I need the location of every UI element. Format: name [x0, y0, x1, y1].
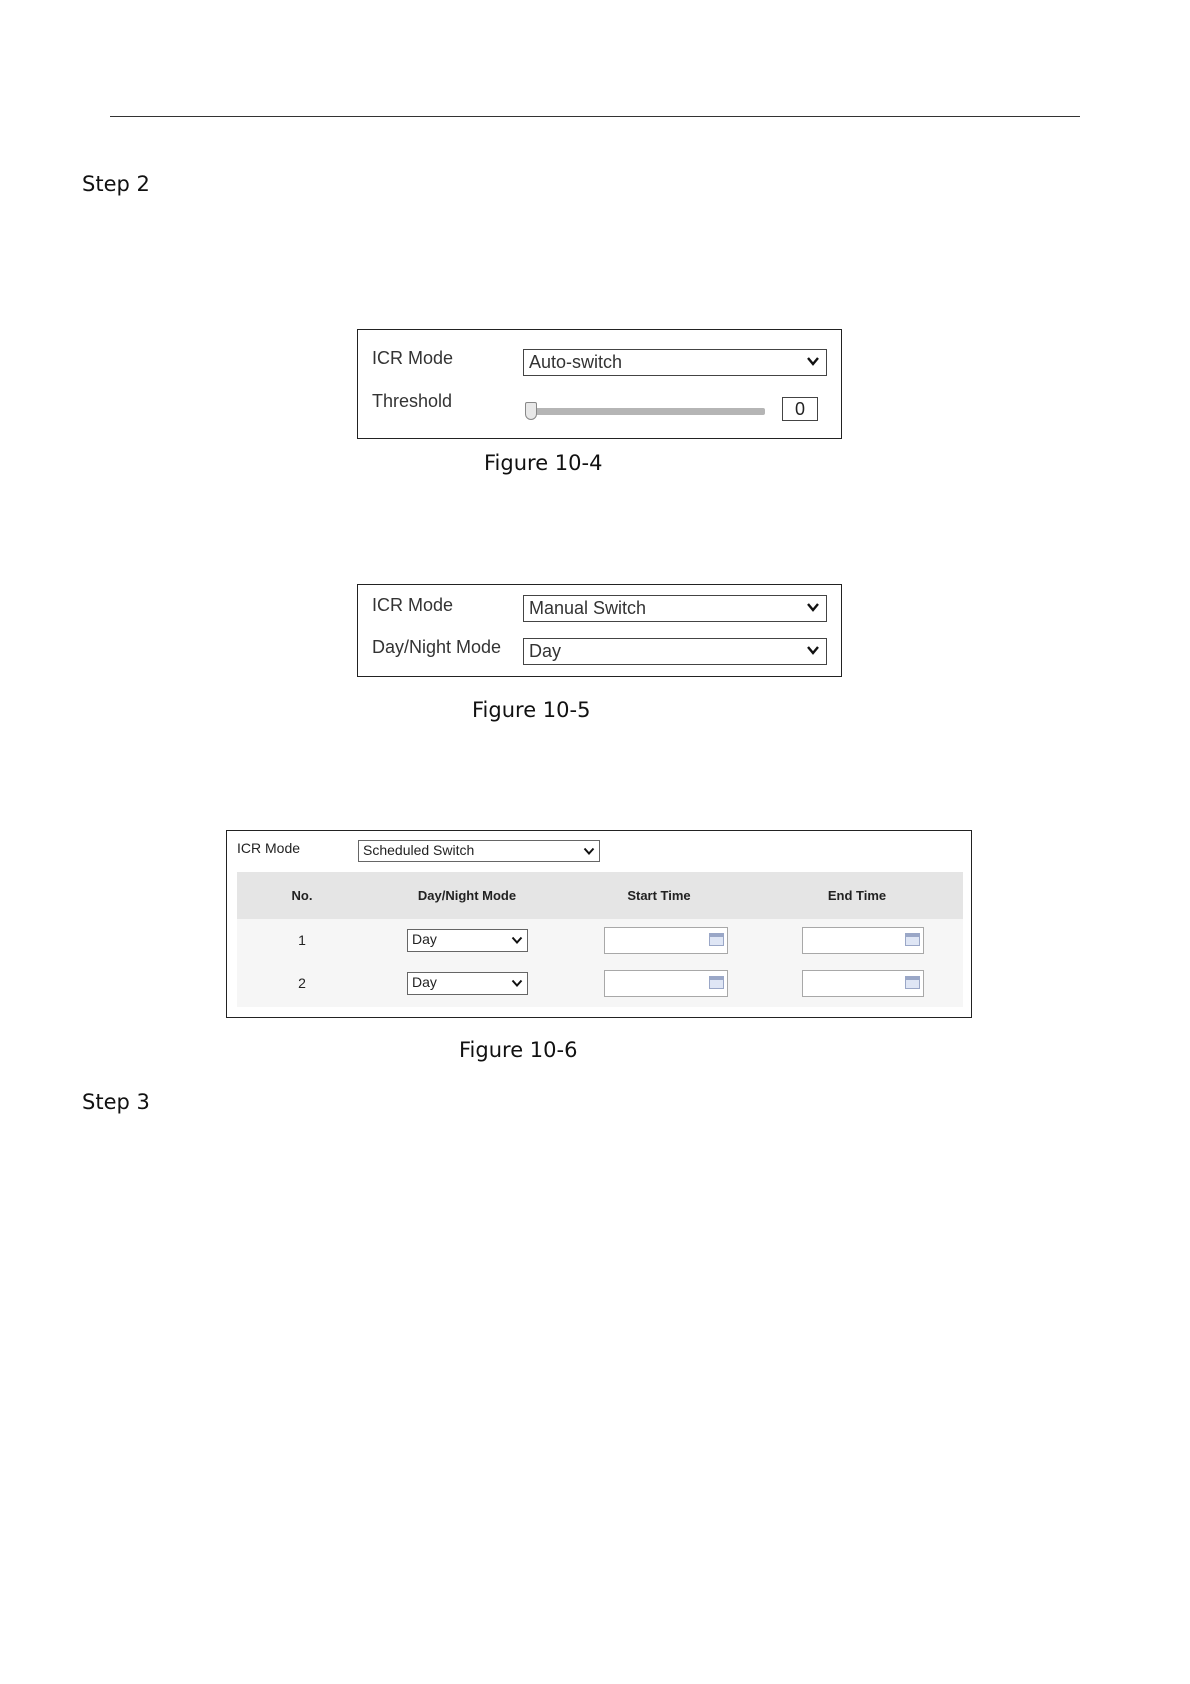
figure-10-5-caption: Figure 10-5 [472, 698, 591, 722]
day-night-mode-value: Day [412, 974, 437, 990]
step-3-label: Step 3 [82, 1090, 150, 1114]
icr-mode-select[interactable] [358, 840, 600, 862]
end-time-input[interactable] [802, 927, 924, 954]
column-header-end-time: End Time [827, 888, 887, 903]
chevron-down-icon [511, 977, 523, 989]
chevron-down-icon [806, 354, 820, 368]
figure-10-6-panel [226, 830, 972, 1018]
day-night-mode-value: Day [529, 641, 562, 661]
day-night-mode-select[interactable] [523, 638, 827, 665]
column-header-no: No. [291, 888, 313, 903]
chevron-down-icon [583, 845, 595, 857]
end-time-input[interactable] [802, 970, 924, 997]
column-header-start-time: Start Time [627, 888, 691, 903]
chevron-down-icon [806, 643, 820, 657]
chevron-down-icon [511, 934, 523, 946]
calendar-icon[interactable] [905, 933, 920, 946]
day-night-mode-value: Day [412, 931, 437, 947]
calendar-icon[interactable] [709, 976, 724, 989]
figure-10-6-caption: Figure 10-6 [459, 1038, 578, 1062]
day-night-mode-label: Day/Night Mode [372, 637, 502, 657]
threshold-slider-thumb[interactable] [525, 402, 537, 420]
icr-mode-value: Auto-switch [529, 352, 623, 372]
row-number: 2 [298, 975, 306, 991]
table-row [237, 919, 963, 962]
header-rule [110, 116, 1080, 117]
calendar-icon[interactable] [905, 976, 920, 989]
figure-10-5-panel [357, 584, 842, 677]
column-header-day-night-mode: Day/Night Mode [417, 888, 517, 903]
icr-mode-label: ICR Mode [372, 595, 454, 615]
threshold-slider-track[interactable] [525, 408, 765, 415]
figure-10-4-panel [357, 329, 842, 439]
threshold-value-box[interactable]: 0 [782, 397, 818, 421]
calendar-icon[interactable] [709, 933, 724, 946]
start-time-input[interactable] [604, 970, 728, 997]
figure-10-4-caption: Figure 10-4 [484, 451, 603, 475]
day-night-mode-select[interactable] [407, 929, 528, 952]
threshold-label: Threshold [372, 391, 453, 411]
step-2-label: Step 2 [82, 172, 150, 196]
schedule-table-body [237, 919, 963, 1007]
start-time-input[interactable] [604, 927, 728, 954]
icr-mode-label: ICR Mode [237, 840, 301, 856]
table-row [237, 962, 963, 1005]
chevron-down-icon [806, 600, 820, 614]
day-night-mode-select[interactable] [407, 972, 528, 995]
icr-mode-label: ICR Mode [372, 348, 454, 368]
icr-mode-value: Manual Switch [529, 598, 647, 618]
schedule-table-header [237, 872, 963, 919]
icr-mode-select[interactable] [523, 349, 827, 376]
icr-mode-select[interactable] [523, 595, 827, 622]
icr-mode-value: Scheduled Switch [363, 842, 475, 858]
row-number: 1 [298, 932, 306, 948]
